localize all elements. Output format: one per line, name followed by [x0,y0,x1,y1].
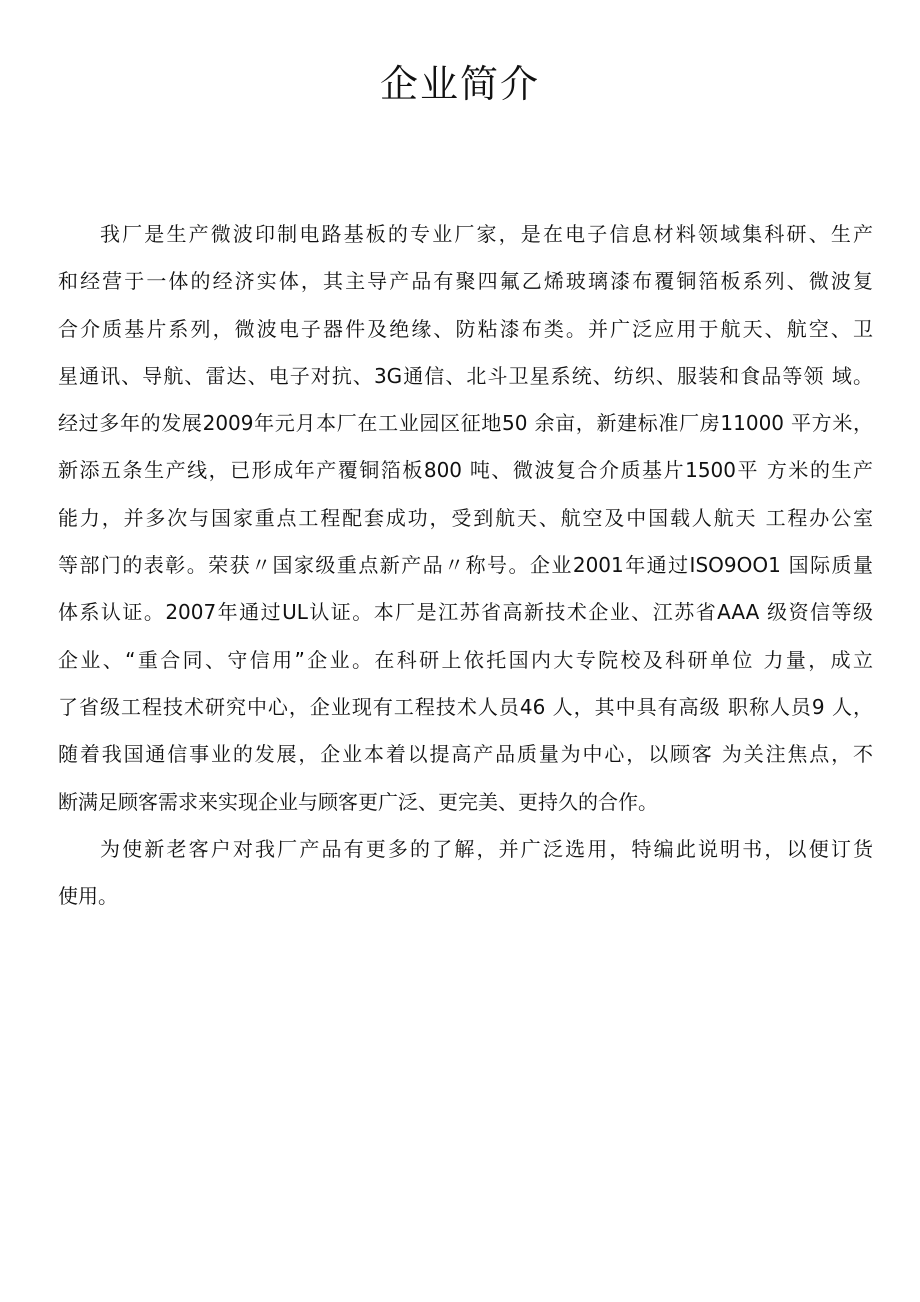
body-line: 体系认证。2007年通过UL认证。本厂是江苏省高新技术企业、江苏省AAA 级资信等级 [58,600,873,625]
body-line: 我厂是生产微波印制电路基板的专业厂家，是在电子信息材料领域集科研、生产 [100,222,873,246]
document-title: 企业简介 [379,62,540,106]
body-line: 等部门的表彰。荣获〃国家级重点新产品〃称号。企业2001年通过ISO9OO1 国际质量 [58,553,873,578]
body-line: 星通讯、导航、雷达、电子对抗、3G通信、北斗卫星系统、纺织、服装和食品等领 域。 [58,363,873,388]
body-line: 新添五条生产线，已形成年产覆铜箔板800 吨、微波复合介质基片1500平 方米的生产 [58,458,873,483]
body-line: 了省级工程技术研究中心，企业现有工程技术人员46 人，其中具有高级 职称人员9 人， [58,694,873,719]
body-line: 经过多年的发展2009年元月本厂在工业园区征地50 余亩，新建标准厂房11000 平方米， [58,411,873,436]
body-line: 能力，并多次与国家重点工程配套成功，受到航天、航空及中国载人航天 工程办公室 [58,505,873,530]
company-profile-body [58,211,873,920]
body-line: 使用。 [58,884,118,909]
body-line: 随着我国通信事业的发展，企业本着以提高产品质量为中心，以顾客 为关注焦点，不 [58,742,873,767]
body-line: 断满足顾客需求来实现企业与顾客更广泛、更完美、更持久的合作。 [58,789,658,814]
body-line: 为使新老客户对我厂产品有更多的了解，并广泛选用，特编此说明书，以便订货 [100,836,873,861]
body-line: 和经营于一体的经济实体，其主导产品有聚四氟乙烯玻璃漆布覆铜箔板系列、微波复 [58,269,873,294]
body-line: 企业、“重合同、守信用”企业。在科研上依托国内大专院校及科研单位 力量，成立 [58,647,873,672]
body-line: 合介质基片系列，微波电子器件及绝缘、防粘漆布类。并广泛应用于航天、航空、卫 [58,316,873,341]
